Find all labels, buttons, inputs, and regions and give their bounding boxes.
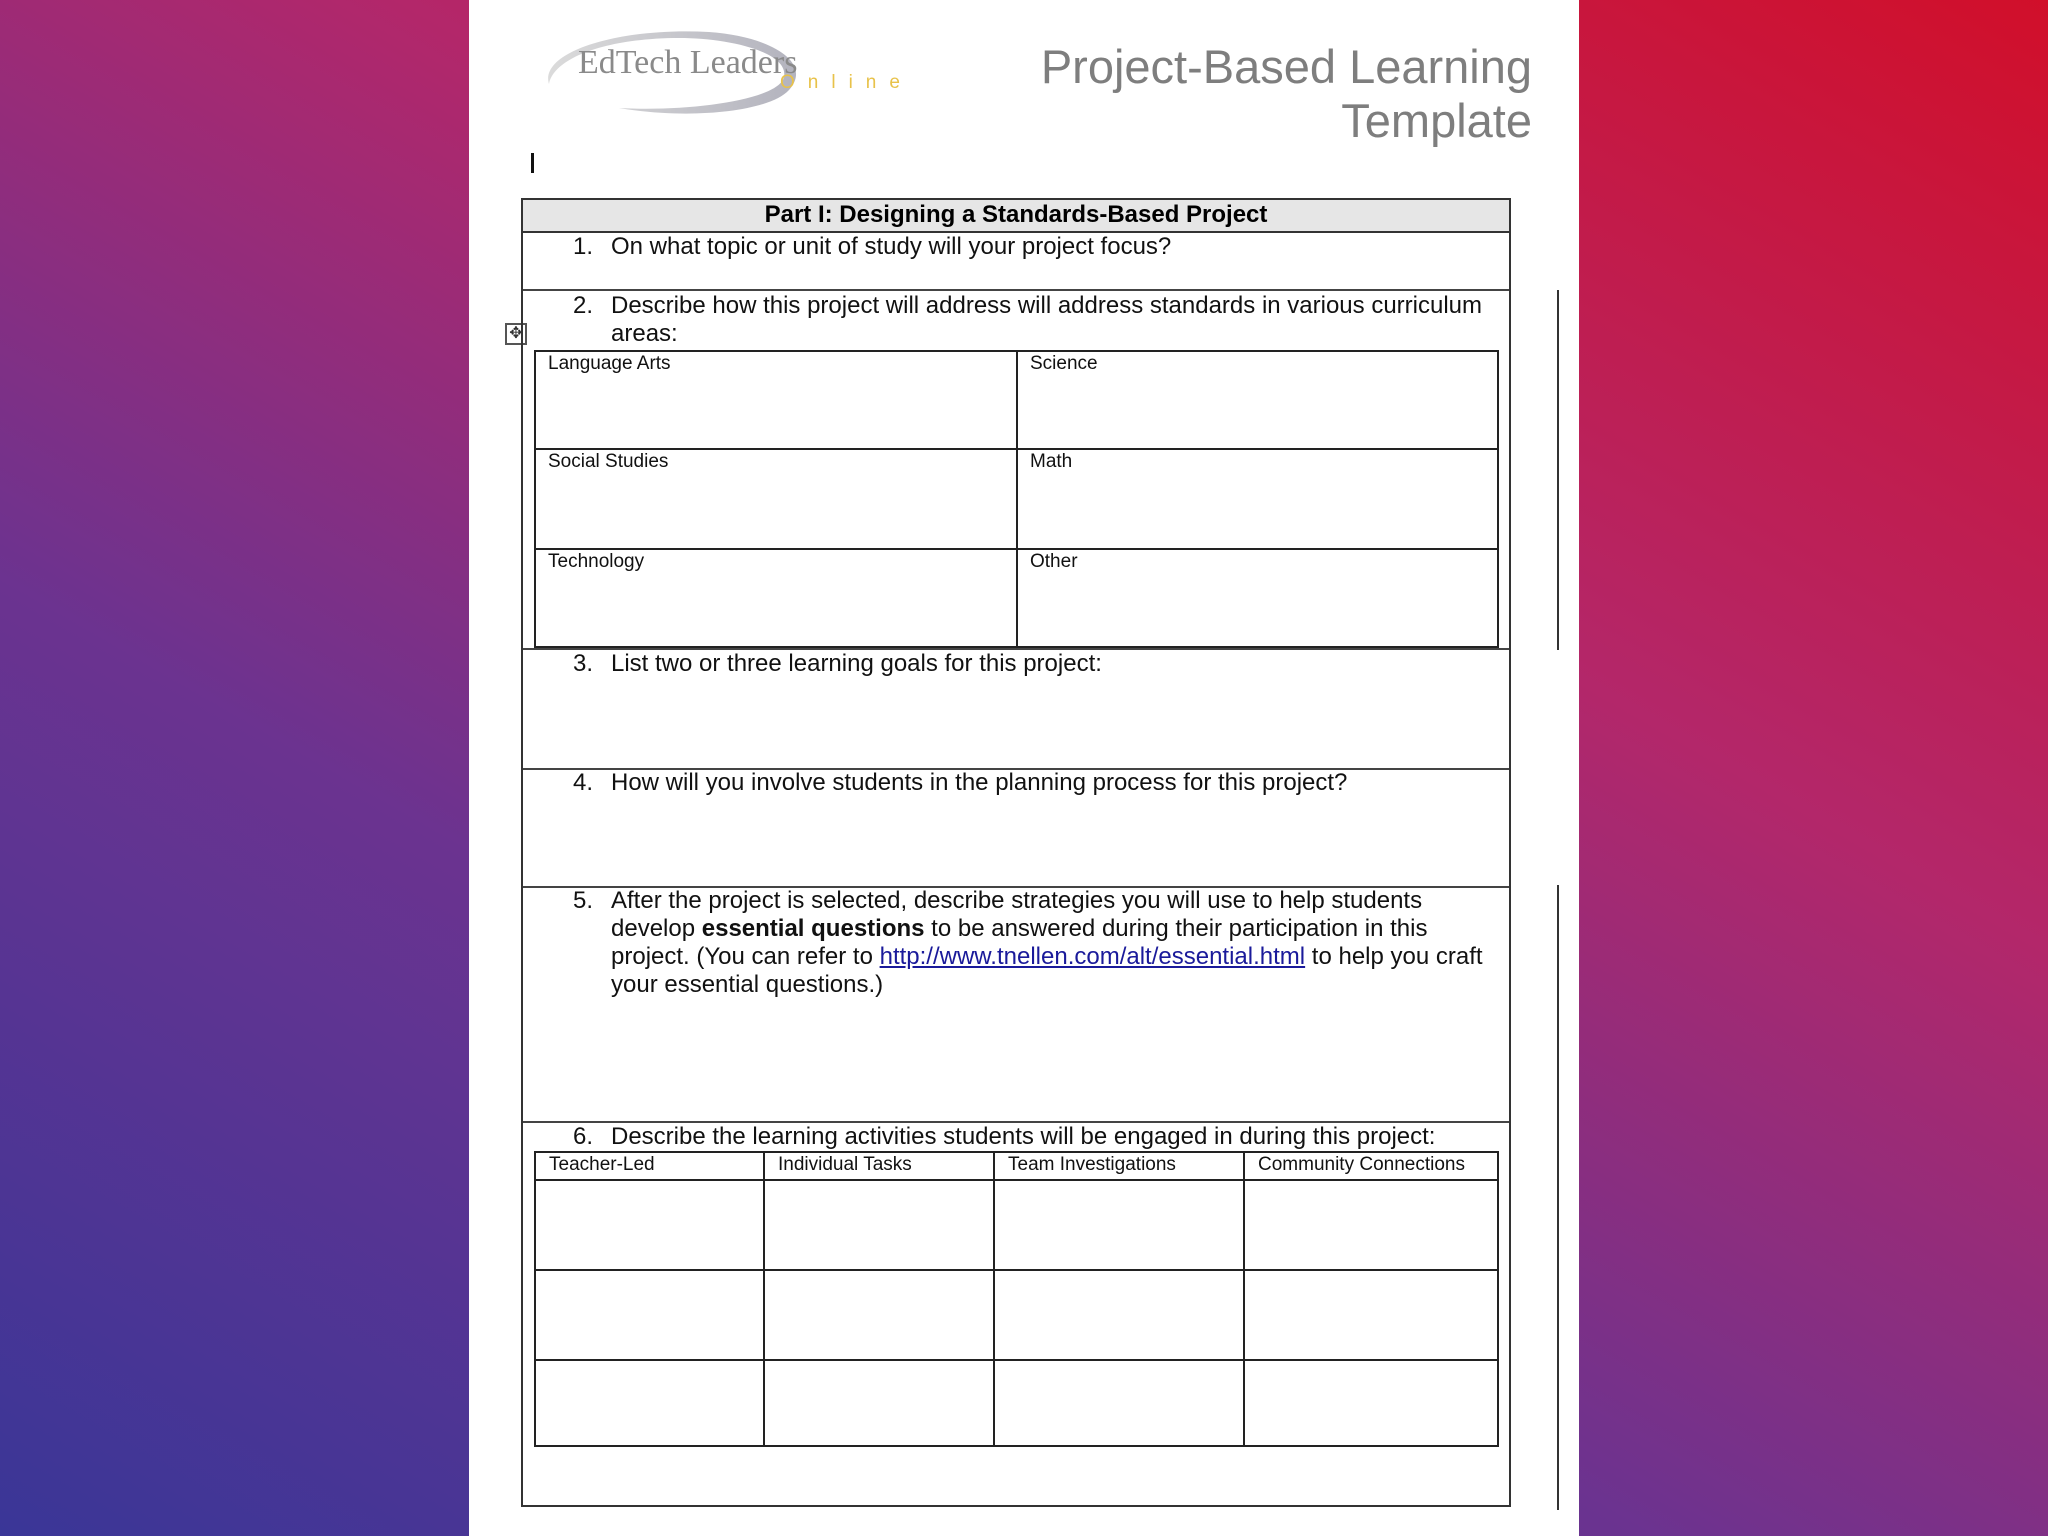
activity-cell[interactable] — [536, 1181, 765, 1271]
activity-cell[interactable] — [1245, 1361, 1497, 1445]
question-number: 4. — [573, 769, 594, 796]
cell-label: Math — [1030, 451, 1073, 472]
activity-cell[interactable] — [536, 1361, 765, 1445]
cell-label: Science — [1030, 353, 1098, 374]
activity-header-teacher-led — [536, 1153, 765, 1181]
title-line-2: Template — [1341, 94, 1532, 147]
activity-header-individual-tasks — [765, 1153, 995, 1181]
question-text-bold: essential questions — [701, 915, 925, 942]
question-6[interactable] — [573, 1123, 1489, 1151]
table-move-handle-icon[interactable]: ✥ — [505, 323, 527, 345]
activity-cell[interactable] — [1245, 1271, 1497, 1361]
activity-cell[interactable] — [995, 1181, 1245, 1271]
logo-main-text: EdTech Leaders — [578, 44, 798, 81]
question-3[interactable] — [573, 650, 1489, 678]
curriculum-cell-language-arts[interactable] — [536, 352, 1018, 450]
question-text-part: to be answered during their participation in this project. (You can refer to — [611, 915, 1428, 970]
curriculum-cell-social-studies[interactable] — [536, 450, 1018, 550]
activity-cell[interactable] — [1245, 1181, 1497, 1271]
column-header: Teacher-Led — [549, 1154, 655, 1175]
question-number: 1. — [573, 233, 594, 260]
logo-sub-text: Online — [780, 72, 913, 93]
question-text-part: After the project is selected, describe strategies you will use to help students develop — [611, 887, 1423, 942]
document-title — [932, 40, 1532, 148]
essential-questions-link[interactable]: http://www.tnellen.com/alt/essential.html — [879, 943, 1306, 970]
question-text: Describe the learning activities students will be engaged in during this project: — [611, 1123, 1436, 1150]
curriculum-cell-other[interactable] — [1018, 550, 1497, 646]
cell-label: Other — [1030, 551, 1078, 572]
question-1[interactable] — [573, 233, 1489, 261]
question-text-part: to help you craft your essential questions.) — [611, 943, 1483, 998]
activity-header-community-connections — [1245, 1153, 1497, 1181]
question-text — [611, 887, 1489, 999]
cell-label: Social Studies — [548, 451, 669, 472]
cell-label: Technology — [548, 551, 645, 572]
curriculum-areas-grid — [534, 350, 1499, 648]
question-number: 6. — [573, 1123, 594, 1150]
row-divider — [523, 289, 1509, 291]
curriculum-cell-math[interactable] — [1018, 450, 1497, 550]
question-number: 3. — [573, 650, 594, 677]
activity-cell[interactable] — [536, 1271, 765, 1361]
question-4[interactable] — [573, 769, 1489, 797]
curriculum-cell-science[interactable] — [1018, 352, 1497, 450]
question-number: 5. — [573, 887, 594, 914]
question-text: Describe how this project will address will address standards in various curriculum areas: — [611, 292, 1483, 347]
cell-label: Language Arts — [548, 353, 671, 374]
text-cursor — [531, 153, 534, 173]
activity-cell[interactable] — [765, 1361, 995, 1445]
activity-cell[interactable] — [995, 1361, 1245, 1445]
question-2[interactable] — [573, 292, 1489, 348]
margin-change-bar — [1557, 885, 1559, 1510]
learning-activities-grid — [534, 1151, 1499, 1447]
activity-header-team-investigations — [995, 1153, 1245, 1181]
part-header: Part I: Designing a Standards-Based Project — [523, 200, 1509, 233]
curriculum-cell-technology[interactable] — [536, 550, 1018, 646]
activity-cell[interactable] — [765, 1271, 995, 1361]
column-header: Community Connections — [1258, 1154, 1465, 1175]
activity-cell[interactable] — [995, 1271, 1245, 1361]
column-header: Individual Tasks — [778, 1154, 912, 1175]
margin-change-bar — [1557, 290, 1559, 650]
project-template-form — [521, 198, 1511, 1507]
question-text: List two or three learning goals for this project: — [611, 650, 1102, 677]
activity-cell[interactable] — [765, 1181, 995, 1271]
title-line-1: Project-Based Learning — [1040, 40, 1532, 93]
question-number: 2. — [573, 292, 594, 319]
question-text: On what topic or unit of study will your project focus? — [611, 233, 1172, 260]
question-5[interactable] — [573, 887, 1489, 999]
edtech-leaders-logo — [539, 22, 913, 122]
question-text: How will you involve students in the planning process for this project? — [611, 769, 1348, 796]
document-page — [469, 0, 1579, 1536]
column-header: Team Investigations — [1008, 1154, 1176, 1175]
